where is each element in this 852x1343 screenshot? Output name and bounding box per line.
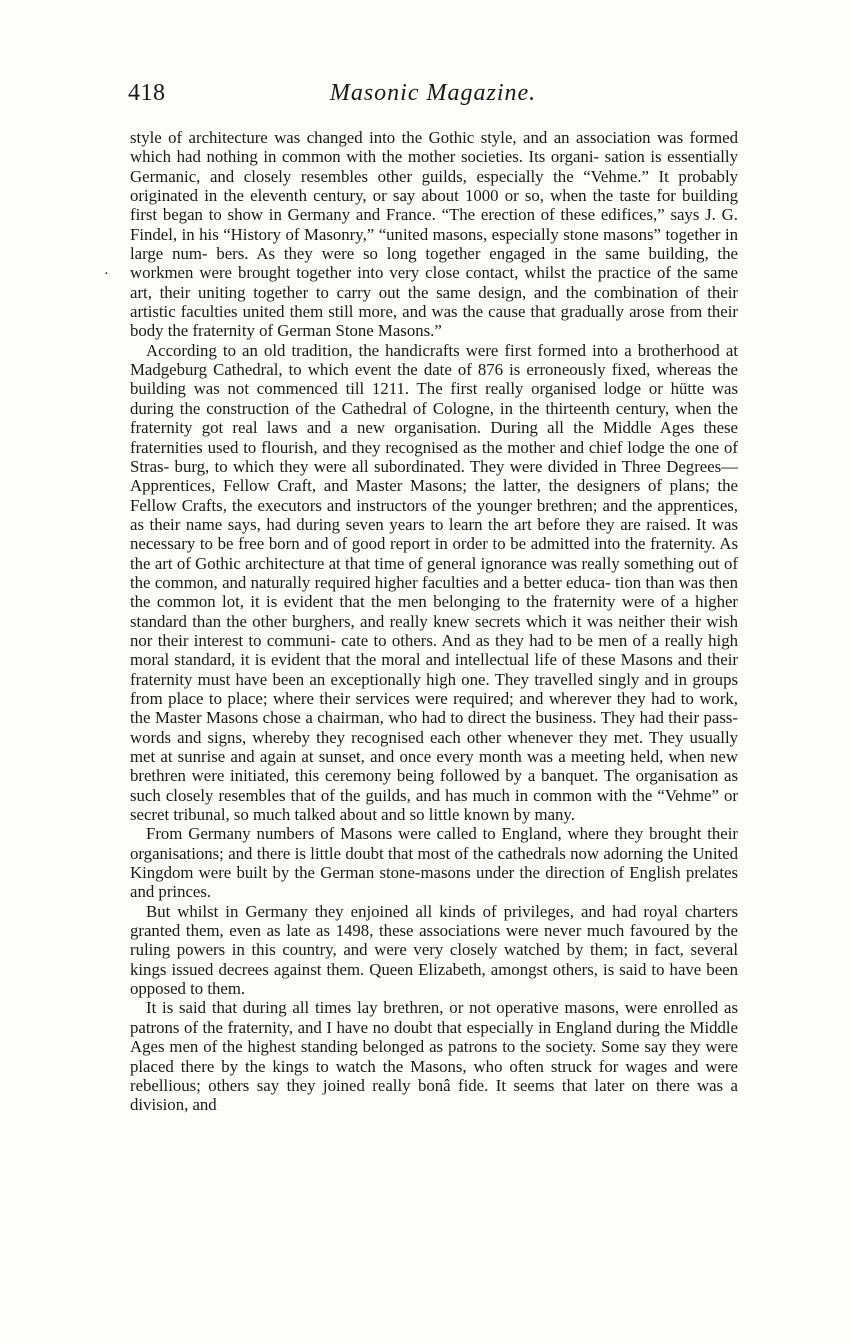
paragraph-3: From Germany numbers of Masons were called to England, where they brought their organisations; and there is little doubt that most of the cathedrals now adorning the United Kingdom were built by the German stone-masons under the direction of English prelates and princes.: [130, 824, 738, 902]
article-body: [130, 128, 738, 1115]
paragraph-1: style of architecture was changed into the Gothic style, and an association was formed which had nothing in common with the mother societies. Its organi- sation is essentially Germanic, and closely resembles other guilds, especially the “Vehme.” It probably originated in the eleventh century, or say about 1000 or so, when the taste for building first began to show in Germany and France. “The erection of these edifices,” says J. G. Findel, in his “History of Masonry,” “united masons, especially stone masons” together in large num- bers. As they were so long together engaged in the same building, the workmen were brought together into very close contact, whilst the practice of the same art, their uniting together to carry out the same design, and the combination of their artistic faculties united them still more, and was the cause that gradually arose from their body the fraternity of German Stone Masons.”: [130, 128, 738, 341]
paragraph-4: But whilst in Germany they enjoined all kinds of privileges, and had royal charters granted them, even as late as 1498, these associations were never much favoured by the ruling powers in this country, and were very closely watched by them; in fact, several kings issued decrees against them. Queen Elizabeth, amongst others, is said to have been opposed to them.: [130, 901, 738, 999]
paragraph-5: It is said that during all times lay brethren, or not operative masons, were enrolled as patrons of the fraternity, and I have no doubt that especially in England during the Middle Ages men of the highest standing belonged as patrons to the society. Some say they were placed there by the kings to watch the Masons, who often struck for wages and were rebellious; others say they joined really bonâ fide. It seems that later on there was a division, and: [130, 998, 738, 1115]
page-number: 418: [128, 80, 166, 106]
page-title: Masonic Magazine.: [329, 80, 537, 106]
margin-mark: ․: [104, 263, 109, 278]
running-head: [128, 80, 738, 116]
paragraph-2: According to an old tradition, the handicrafts were first formed into a brotherhood at Madgeburg Cathedral, to which event the date of 876 is erroneously fixed, whereas the building was not commenced till 1211. The first really organised lodge or hütte was during the construction of the Cathedral of Cologne, in the thirteenth century, when the fraternity got real laws and a new organisation. During all the Middle Ages these fraternities used to flourish, and they recognised as the mother and chief lodge the one of Stras- burg, to which they were all subordinated. They were divided in Three Degrees—Apprentices, Fellow Craft, and Master Masons; the latter, the designers of plans; the Fellow Crafts, the executors and instructors of the younger brethren; and the apprentices, as their name says, had during seven years to learn the art before they are raised. It was necessary to be free born and of good report in order to be admitted into the fraternity. As the art of Gothic architecture at that time of general ignorance was really something out of the common, and naturally required higher faculties and a better educa- tion than was then the common lot, it is evident that the men belonging to the fraternity were of a higher standard than the other burghers, and really knew secrets which it was neither their wish nor their interest to communi- cate to others. And as they had to be men of a really high moral standard, it is evident that the moral and intellectual life of these Masons and their fraternity must have been an exceptionally high one. They travelled singly and in groups from place to place; where their services were required; and wherever they had to work, the Master Masons chose a chairman, who had to direct the business. They had their pass-words and signs, whereby they recognised each other whenever they met. They usually met at sunrise and again at sunset, and once every month was a meeting held, when new brethren were initiated, this ceremony being followed by a banquet. The organisation as such closely resembles that of the guilds, and has much in common with the “Vehme” or secret tribunal, so much talked about and so little known by many.: [130, 340, 738, 825]
